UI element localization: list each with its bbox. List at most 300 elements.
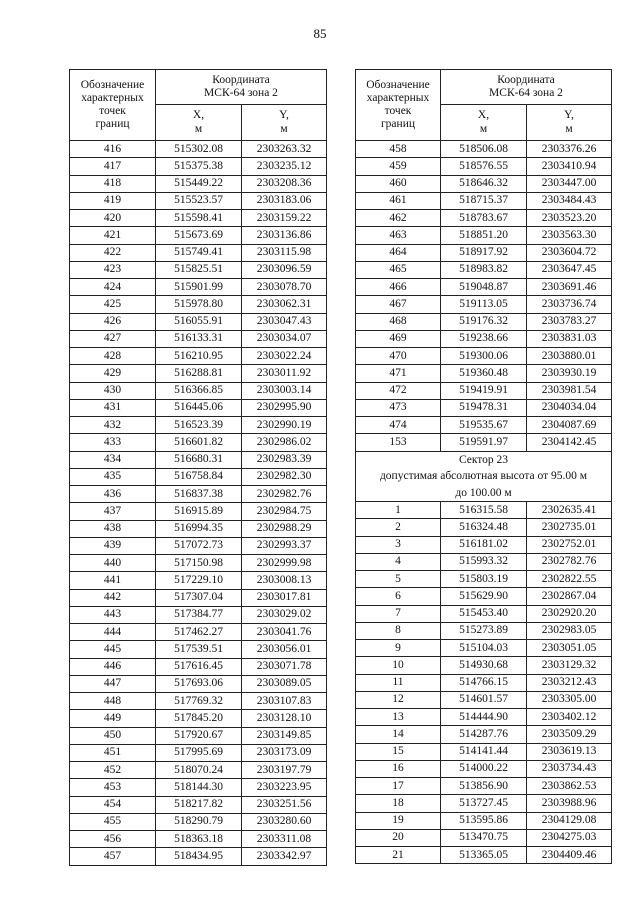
x-coordinate-cell: 519591.97: [441, 434, 527, 451]
y-coordinate-cell: 2303619.13: [527, 743, 612, 760]
y-coordinate-cell: 2303029.02: [242, 606, 327, 623]
point-number-cell: 420: [70, 210, 156, 227]
y-coordinate-cell: 2303736.74: [527, 296, 612, 313]
table-row: [356, 192, 612, 209]
x-coordinate-cell: 516288.81: [156, 365, 242, 382]
table-row: [70, 399, 327, 416]
table-row: [356, 605, 612, 622]
y-coordinate-cell: 2303734.43: [527, 760, 612, 777]
table-row: [356, 674, 612, 691]
y-coordinate-cell: 2303071.78: [242, 658, 327, 675]
y-coordinate-cell: 2302988.29: [242, 520, 327, 537]
x-coordinate-cell: 513856.90: [441, 778, 527, 795]
x-coordinate-cell: 519238.66: [441, 330, 527, 347]
point-number-cell: 21: [356, 847, 441, 864]
point-number-cell: 434: [70, 451, 156, 468]
x-coordinate-cell: 519419.91: [441, 382, 527, 399]
x-coordinate-cell: 518851.20: [441, 227, 527, 244]
x-coordinate-cell: 518506.08: [441, 141, 527, 158]
x-coordinate-cell: 515598.41: [156, 210, 242, 227]
table-row: [70, 244, 327, 261]
point-number-cell: 421: [70, 227, 156, 244]
table-row: [70, 313, 327, 330]
x-coordinate-cell: 513470.75: [441, 829, 527, 846]
y-coordinate-cell: 2303981.54: [527, 382, 612, 399]
point-number-cell: 466: [356, 279, 441, 296]
x-coordinate-cell: 516994.35: [156, 520, 242, 537]
x-coordinate-cell: 517995.69: [156, 744, 242, 761]
x-coordinate-cell: 515825.51: [156, 261, 242, 278]
y-coordinate-cell: 2303159.22: [242, 210, 327, 227]
point-number-cell: 9: [356, 640, 441, 657]
table-row: [356, 726, 612, 743]
table-row: [70, 831, 327, 848]
table-row: [70, 417, 327, 434]
x-coordinate-cell: 515375.38: [156, 158, 242, 175]
table-row: [70, 520, 327, 537]
table-row: [356, 296, 612, 313]
point-number-cell: 19: [356, 812, 441, 829]
table-row: [70, 779, 327, 796]
table-row: [70, 813, 327, 830]
point-number-cell: 17: [356, 778, 441, 795]
point-number-cell: 448: [70, 693, 156, 710]
table-row: [70, 555, 327, 572]
y-coordinate-cell: 2303149.85: [242, 727, 327, 744]
y-coordinate-cell: 2302983.39: [242, 451, 327, 468]
point-number-cell: 20: [356, 829, 441, 846]
point-number-cell: 442: [70, 589, 156, 606]
x-coordinate-cell: 514000.22: [441, 760, 527, 777]
x-coordinate-cell: 515978.80: [156, 296, 242, 313]
point-number-cell: 472: [356, 382, 441, 399]
point-number-cell: 449: [70, 710, 156, 727]
y-coordinate-cell: 2303484.43: [527, 192, 612, 209]
table-row: [70, 210, 327, 227]
point-number-cell: 426: [70, 313, 156, 330]
table-row: [70, 141, 327, 158]
x-coordinate-cell: 516680.31: [156, 451, 242, 468]
point-number-cell: 457: [70, 848, 156, 865]
x-coordinate-cell: 518434.95: [156, 848, 242, 865]
table-row: [70, 279, 327, 296]
sector-heading: Сектор 23 допустимая абсолютная высота от 95.00 м до 100.00 м: [356, 451, 612, 502]
table-row: [70, 658, 327, 675]
coordinates-table-left: [69, 69, 327, 866]
x-coordinate-cell: 518983.82: [441, 261, 527, 278]
x-coordinate-cell: 517616.45: [156, 658, 242, 675]
x-coordinate-cell: 515993.32: [441, 553, 527, 570]
y-coordinate-cell: 2303017.81: [242, 589, 327, 606]
point-number-cell: 438: [70, 520, 156, 537]
x-coordinate-cell: 516758.84: [156, 468, 242, 485]
y-coordinate-cell: 2302635.41: [527, 502, 612, 519]
point-number-cell: 424: [70, 279, 156, 296]
table-row: [356, 365, 612, 382]
x-coordinate-cell: 517462.27: [156, 624, 242, 641]
point-number-cell: 459: [356, 158, 441, 175]
table-row: [356, 519, 612, 536]
point-number-cell: 444: [70, 624, 156, 641]
table-row: [70, 468, 327, 485]
x-coordinate-cell: 516601.82: [156, 434, 242, 451]
y-coordinate-cell: 2303523.20: [527, 210, 612, 227]
table-row: [70, 365, 327, 382]
point-number-cell: 445: [70, 641, 156, 658]
x-coordinate-cell: 519478.31: [441, 399, 527, 416]
y-coordinate-cell: 2303647.45: [527, 261, 612, 278]
point-number-cell: 436: [70, 486, 156, 503]
x-coordinate-cell: 514601.57: [441, 691, 527, 708]
table-row: [356, 536, 612, 553]
table-row: [356, 175, 612, 192]
x-coordinate-cell: 515449.22: [156, 175, 242, 192]
x-coordinate-cell: 515104.03: [441, 640, 527, 657]
point-number-cell: 430: [70, 382, 156, 399]
point-number-cell: 453: [70, 779, 156, 796]
x-coordinate-cell: 516366.85: [156, 382, 242, 399]
x-coordinate-cell: 517539.51: [156, 641, 242, 658]
point-number-cell: 5: [356, 571, 441, 588]
table-row: [70, 624, 327, 641]
y-coordinate-cell: 2303988.96: [527, 795, 612, 812]
point-number-cell: 458: [356, 141, 441, 158]
point-number-cell: 1: [356, 502, 441, 519]
point-number-cell: 468: [356, 313, 441, 330]
table-row: [70, 503, 327, 520]
header-point-label: Обозначение характерных точек границ: [356, 70, 441, 141]
y-coordinate-cell: 2303447.00: [527, 175, 612, 192]
point-number-cell: 10: [356, 657, 441, 674]
point-number-cell: 425: [70, 296, 156, 313]
header-point-label: Обозначение характерных точек границ: [70, 70, 156, 141]
x-coordinate-cell: 513365.05: [441, 847, 527, 864]
y-coordinate-cell: 2303089.05: [242, 675, 327, 692]
x-coordinate-cell: 514766.15: [441, 674, 527, 691]
table-row: [70, 296, 327, 313]
y-coordinate-cell: 2303604.72: [527, 244, 612, 261]
table-row: [356, 313, 612, 330]
point-number-cell: 428: [70, 348, 156, 365]
y-coordinate-cell: 2303251.56: [242, 796, 327, 813]
y-coordinate-cell: 2302999.98: [242, 555, 327, 572]
header-x: X, м: [441, 105, 527, 141]
point-number-cell: 12: [356, 691, 441, 708]
x-coordinate-cell: 517072.73: [156, 537, 242, 554]
x-coordinate-cell: 518917.92: [441, 244, 527, 261]
y-coordinate-cell: 2303208.36: [242, 175, 327, 192]
table-row: [356, 640, 612, 657]
x-coordinate-cell: 516315.58: [441, 502, 527, 519]
point-number-cell: 461: [356, 192, 441, 209]
y-coordinate-cell: 2303078.70: [242, 279, 327, 296]
y-coordinate-cell: 2303051.05: [527, 640, 612, 657]
point-number-cell: 11: [356, 674, 441, 691]
x-coordinate-cell: 516055.91: [156, 313, 242, 330]
table-row: [356, 244, 612, 261]
y-coordinate-cell: 2303880.01: [527, 348, 612, 365]
x-coordinate-cell: 517307.04: [156, 589, 242, 606]
point-number-cell: 418: [70, 175, 156, 192]
y-coordinate-cell: 2304275.03: [527, 829, 612, 846]
x-coordinate-cell: 516324.48: [441, 519, 527, 536]
table-row: [70, 175, 327, 192]
point-number-cell: 451: [70, 744, 156, 761]
table-row: [356, 829, 612, 846]
y-coordinate-cell: 2303311.08: [242, 831, 327, 848]
point-number-cell: 452: [70, 762, 156, 779]
y-coordinate-cell: 2302752.01: [527, 536, 612, 553]
x-coordinate-cell: 516523.39: [156, 417, 242, 434]
x-coordinate-cell: 519113.05: [441, 296, 527, 313]
point-number-cell: 441: [70, 572, 156, 589]
point-number-cell: 14: [356, 726, 441, 743]
table-row: [356, 141, 612, 158]
table-row: [70, 382, 327, 399]
table-row: [356, 330, 612, 347]
point-number-cell: 460: [356, 175, 441, 192]
x-coordinate-cell: 518070.24: [156, 762, 242, 779]
y-coordinate-cell: 2303691.46: [527, 279, 612, 296]
table-row: [356, 760, 612, 777]
y-coordinate-cell: 2303003.14: [242, 382, 327, 399]
table-row: [356, 709, 612, 726]
table-row: [70, 330, 327, 347]
table-row: [356, 588, 612, 605]
y-coordinate-cell: 2303509.29: [527, 726, 612, 743]
y-coordinate-cell: 2303862.53: [527, 778, 612, 795]
y-coordinate-cell: 2302983.05: [527, 622, 612, 639]
y-coordinate-cell: 2303376.26: [527, 141, 612, 158]
y-coordinate-cell: 2303115.98: [242, 244, 327, 261]
point-number-cell: 463: [356, 227, 441, 244]
point-number-cell: 4: [356, 553, 441, 570]
x-coordinate-cell: 518783.67: [441, 210, 527, 227]
y-coordinate-cell: 2303183.06: [242, 192, 327, 209]
table-row: [356, 158, 612, 175]
point-number-cell: 153: [356, 434, 441, 451]
x-coordinate-cell: 515273.89: [441, 622, 527, 639]
y-coordinate-cell: 2302984.75: [242, 503, 327, 520]
x-coordinate-cell: 513727.45: [441, 795, 527, 812]
point-number-cell: 439: [70, 537, 156, 554]
table-row: [70, 434, 327, 451]
x-coordinate-cell: 515629.90: [441, 588, 527, 605]
point-number-cell: 15: [356, 743, 441, 760]
x-coordinate-cell: 515901.99: [156, 279, 242, 296]
y-coordinate-cell: 2302993.37: [242, 537, 327, 554]
table-row: [70, 227, 327, 244]
x-coordinate-cell: 514141.44: [441, 743, 527, 760]
x-coordinate-cell: 516181.02: [441, 536, 527, 553]
table-row: [356, 553, 612, 570]
x-coordinate-cell: 518363.18: [156, 831, 242, 848]
y-coordinate-cell: 2303223.95: [242, 779, 327, 796]
table-row: [70, 348, 327, 365]
table-row: [70, 727, 327, 744]
x-coordinate-cell: 514930.68: [441, 657, 527, 674]
point-number-cell: 429: [70, 365, 156, 382]
y-coordinate-cell: 2303305.00: [527, 691, 612, 708]
point-number-cell: 437: [70, 503, 156, 520]
x-coordinate-cell: 517845.20: [156, 710, 242, 727]
point-number-cell: 422: [70, 244, 156, 261]
y-coordinate-cell: 2303022.24: [242, 348, 327, 365]
y-coordinate-cell: 2304129.08: [527, 812, 612, 829]
point-number-cell: 467: [356, 296, 441, 313]
y-coordinate-cell: 2302822.55: [527, 571, 612, 588]
point-number-cell: 416: [70, 141, 156, 158]
y-coordinate-cell: 2302867.04: [527, 588, 612, 605]
y-coordinate-cell: 2303235.12: [242, 158, 327, 175]
x-coordinate-cell: 516445.06: [156, 399, 242, 416]
point-number-cell: 454: [70, 796, 156, 813]
table-row: [356, 778, 612, 795]
point-number-cell: 443: [70, 606, 156, 623]
y-coordinate-cell: 2303930.19: [527, 365, 612, 382]
x-coordinate-cell: 519176.32: [441, 313, 527, 330]
y-coordinate-cell: 2303563.30: [527, 227, 612, 244]
y-coordinate-cell: 2303034.07: [242, 330, 327, 347]
table-row: [70, 641, 327, 658]
point-number-cell: 465: [356, 261, 441, 278]
table-row: [356, 348, 612, 365]
x-coordinate-cell: 519535.67: [441, 417, 527, 434]
point-number-cell: 474: [356, 417, 441, 434]
table-row: [70, 158, 327, 175]
point-number-cell: 2: [356, 519, 441, 536]
table-row: [356, 279, 612, 296]
point-number-cell: 471: [356, 365, 441, 382]
y-coordinate-cell: 2302990.19: [242, 417, 327, 434]
y-coordinate-cell: 2303107.83: [242, 693, 327, 710]
point-number-cell: 417: [70, 158, 156, 175]
point-number-cell: 456: [70, 831, 156, 848]
table-row: [356, 812, 612, 829]
table-row: [70, 693, 327, 710]
y-coordinate-cell: 2303212.43: [527, 674, 612, 691]
x-coordinate-cell: 514444.90: [441, 709, 527, 726]
y-coordinate-cell: 2303342.97: [242, 848, 327, 865]
y-coordinate-cell: 2303410.94: [527, 158, 612, 175]
table-row: [70, 762, 327, 779]
table-row: [356, 382, 612, 399]
point-number-cell: 431: [70, 399, 156, 416]
x-coordinate-cell: 518646.32: [441, 175, 527, 192]
point-number-cell: 18: [356, 795, 441, 812]
header-x: X, м: [156, 105, 242, 141]
y-coordinate-cell: 2302920.20: [527, 605, 612, 622]
table-row: [356, 657, 612, 674]
table-row: [70, 744, 327, 761]
x-coordinate-cell: 517384.77: [156, 606, 242, 623]
y-coordinate-cell: 2302982.76: [242, 486, 327, 503]
point-number-cell: 423: [70, 261, 156, 278]
y-coordinate-cell: 2302982.30: [242, 468, 327, 485]
y-coordinate-cell: 2302995.90: [242, 399, 327, 416]
table-row: [70, 537, 327, 554]
y-coordinate-cell: 2303197.79: [242, 762, 327, 779]
x-coordinate-cell: 517150.98: [156, 555, 242, 572]
y-coordinate-cell: 2303062.31: [242, 296, 327, 313]
table-row: [70, 486, 327, 503]
point-number-cell: 446: [70, 658, 156, 675]
y-coordinate-cell: 2303047.43: [242, 313, 327, 330]
point-number-cell: 470: [356, 348, 441, 365]
x-coordinate-cell: 519300.06: [441, 348, 527, 365]
table-row: [70, 606, 327, 623]
point-number-cell: 450: [70, 727, 156, 744]
x-coordinate-cell: 516133.31: [156, 330, 242, 347]
x-coordinate-cell: 517693.06: [156, 675, 242, 692]
table-row: [70, 848, 327, 865]
point-number-cell: 16: [356, 760, 441, 777]
point-number-cell: 462: [356, 210, 441, 227]
point-number-cell: 3: [356, 536, 441, 553]
y-coordinate-cell: 2303128.10: [242, 710, 327, 727]
table-row: [356, 795, 612, 812]
point-number-cell: 464: [356, 244, 441, 261]
x-coordinate-cell: 517920.67: [156, 727, 242, 744]
x-coordinate-cell: 516210.95: [156, 348, 242, 365]
table-row: [356, 622, 612, 639]
table-row: [356, 743, 612, 760]
table-row: [356, 227, 612, 244]
table-row: [70, 796, 327, 813]
y-coordinate-cell: 2303173.09: [242, 744, 327, 761]
table-row: [356, 571, 612, 588]
point-number-cell: 13: [356, 709, 441, 726]
y-coordinate-cell: 2302986.02: [242, 434, 327, 451]
x-coordinate-cell: 516915.89: [156, 503, 242, 520]
x-coordinate-cell: 516837.38: [156, 486, 242, 503]
x-coordinate-cell: 518144.30: [156, 779, 242, 796]
y-coordinate-cell: 2303136.86: [242, 227, 327, 244]
y-coordinate-cell: 2303263.32: [242, 141, 327, 158]
table-row: [70, 589, 327, 606]
table-row: [356, 847, 612, 864]
y-coordinate-cell: 2303041.76: [242, 624, 327, 641]
x-coordinate-cell: 518715.37: [441, 192, 527, 209]
y-coordinate-cell: 2303402.12: [527, 709, 612, 726]
table-row: [356, 399, 612, 416]
header-coordinate: Координата МСК-64 зона 2: [156, 70, 327, 105]
point-number-cell: 447: [70, 675, 156, 692]
table-row: [70, 710, 327, 727]
header-y: Y, м: [527, 105, 612, 141]
table-row: [356, 261, 612, 278]
x-coordinate-cell: 517769.32: [156, 693, 242, 710]
x-coordinate-cell: 518290.79: [156, 813, 242, 830]
table-row: [356, 417, 612, 434]
x-coordinate-cell: 515523.57: [156, 192, 242, 209]
table-row: [70, 675, 327, 692]
y-coordinate-cell: 2303056.01: [242, 641, 327, 658]
x-coordinate-cell: 518576.55: [441, 158, 527, 175]
y-coordinate-cell: 2303129.32: [527, 657, 612, 674]
table-row: [356, 502, 612, 519]
table-row: [70, 192, 327, 209]
y-coordinate-cell: 2302782.76: [527, 553, 612, 570]
table-row: [356, 691, 612, 708]
x-coordinate-cell: 515803.19: [441, 571, 527, 588]
point-number-cell: 427: [70, 330, 156, 347]
x-coordinate-cell: 515302.08: [156, 141, 242, 158]
point-number-cell: 433: [70, 434, 156, 451]
point-number-cell: 7: [356, 605, 441, 622]
x-coordinate-cell: 517229.10: [156, 572, 242, 589]
y-coordinate-cell: 2304034.04: [527, 399, 612, 416]
